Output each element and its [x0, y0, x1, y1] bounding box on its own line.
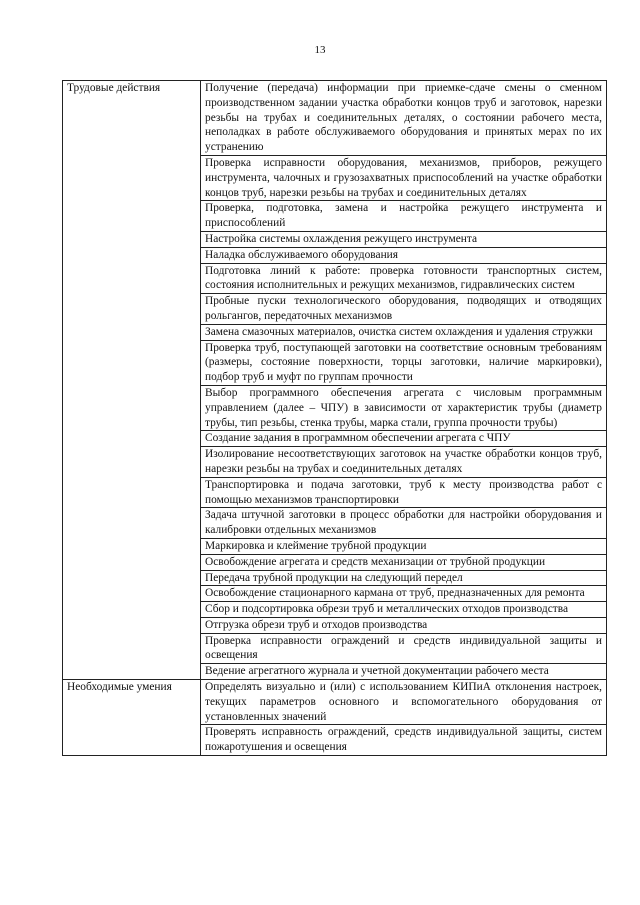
section-item: Изолирование несоответствующих заготовок на участке обработки концов труб, нарезки резьбы на трубах и соединительных деталях: [201, 447, 607, 478]
section-title: Трудовые действия: [63, 81, 201, 680]
section-item: Маркировка и клеймение трубной продукции: [201, 538, 607, 554]
section-item: Освобождение агрегата и средств механизации от трубной продукции: [201, 554, 607, 570]
qualification-table: [62, 80, 607, 756]
section-item: Проверка исправности оборудования, механизмов, приборов, режущего инструмента, чалочных и грузозахватных приспособлений на участке обработки концов труб, нарезки резьбы на трубах и соединительных деталях: [201, 155, 607, 200]
section-item: Пробные пуски технологического оборудования, подводящих и отводящих рольгангов, передаточных механизмов: [201, 294, 607, 325]
section-item: Сбор и подсортировка обрези труб и металлических отходов производства: [201, 602, 607, 618]
section-item: Настройка системы охлаждения режущего инструмента: [201, 231, 607, 247]
section-item: Замена смазочных материалов, очистка систем охлаждения и удаления стружки: [201, 324, 607, 340]
page-number: 13: [314, 44, 326, 56]
section-item: Проверка, подготовка, замена и настройка режущего инструмента и приспособлений: [201, 201, 607, 232]
section-item: Получение (передача) информации при приемке-сдаче смены о сменном производственном задании участка обработки концов труб и заготовок, нарезки резьбы на трубах и соединительных деталях, о состоянии рабочего места, неполадках в работе обслуживаемого оборудования и принятых мерах по их устранению: [201, 81, 607, 156]
table-row: [63, 81, 607, 156]
section-item: Проверка исправности ограждений и средств индивидуальной защиты и освещения: [201, 633, 607, 664]
section-title: Необходимые умения: [63, 680, 201, 756]
table-row: [63, 680, 607, 725]
section-item: Освобождение стационарного кармана от труб, предназначенных для ремонта: [201, 586, 607, 602]
section-item: Наладка обслуживаемого оборудования: [201, 247, 607, 263]
section-item: Проверка труб, поступающей заготовки на соответствие основным требованиям (размеры, состояние поверхности, торцы заготовки, наличие маркировки), подбор труб и муфт по группам прочности: [201, 340, 607, 385]
section-item: Подготовка линий к работе: проверка готовности транспортных систем, состояния исполнительных и режущих механизмов, гидравлических систем: [201, 263, 607, 294]
section-item: Передача трубной продукции на следующий передел: [201, 570, 607, 586]
section-item: Задача штучной заготовки в процесс обработки для настройки оборудования и калибровки отдельных механизмов: [201, 508, 607, 539]
section-item: Транспортировка и подача заготовки, труб к месту производства работ с помощью механизмов транспортировки: [201, 477, 607, 508]
section-item: Определять визуально и (или) с использованием КИПиА отклонения настроек, текущих параметров основного и вспомогательного оборудования от установленных значений: [201, 680, 607, 725]
section-item: Ведение агрегатного журнала и учетной документации рабочего места: [201, 664, 607, 680]
section-item: Проверять исправность ограждений, средств индивидуальной защиты, систем пожаротушения и освещения: [201, 725, 607, 756]
section-item: Выбор программного обеспечения агрегата с числовым программным управлением (далее – ЧПУ) в зависимости от характеристик трубы (диаметр трубы, тип резьбы, стенка трубы, марка стали, группа прочности трубы): [201, 385, 607, 430]
section-item: Отгрузка обрези труб и отходов производства: [201, 617, 607, 633]
section-item: Создание задания в программном обеспечении агрегата с ЧПУ: [201, 431, 607, 447]
